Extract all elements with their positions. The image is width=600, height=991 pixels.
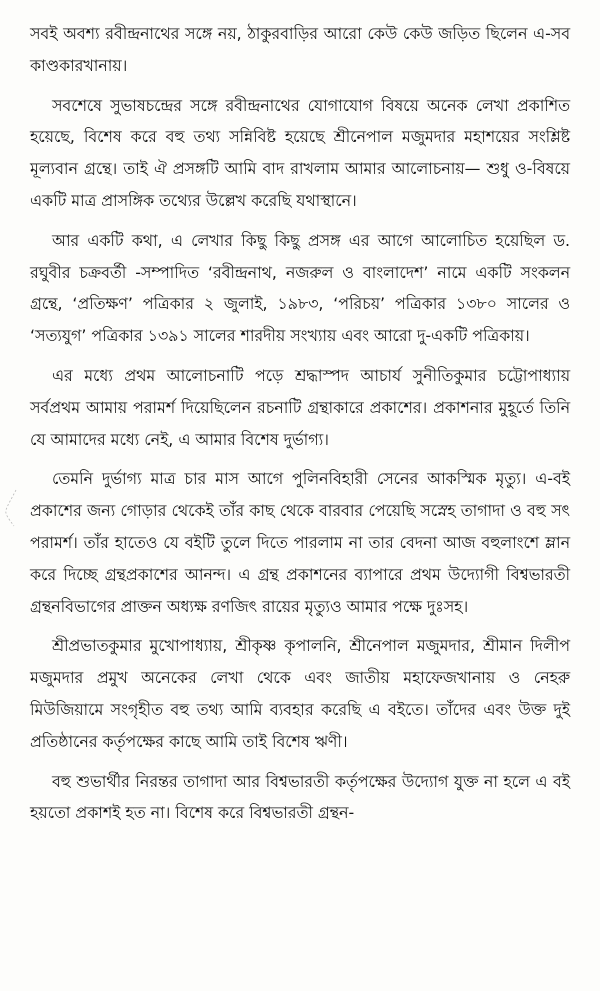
paragraph-7: বহু শুভার্থীর নিরন্তর তাগাদা আর বিশ্বভারতী কর্তৃপক্ষের উদ্যোগ যুক্ত না হলে এ বই হয়তো প্রকাশই হত না। বিশেষ করে বিশ্বভারতী গ্রন্থন- [30,771,570,823]
paragraph-5: তেমনি দুর্ভাগ্য মাত্র চার মাস আগে পুলিনবিহারী সেনের আকস্মিক মৃত্যু। এ-বই প্রকাশের জন্য গোড়ার থেকেই তাঁর কাছ থেকে বারবার পেয়েছি সস্নেহ তাগাদা ও বহু সৎ পরামর্শ। তাঁর হাতেও যে বইটি তুলে দিতে পারলাম না তার বেদনা আজ বহুলাংশে ম্লান করে দিচ্ছে গ্রন্থপ্রকাশের আনন্দ। এ গ্রন্থ প্রকাশনের ব্যাপারে প্রথম উদ্যোগী বিশ্বভারতী গ্রন্থনবিভাগের প্রাক্তন অধ্যক্ষ রণজিৎ রায়ের মৃত্যুও আমার পক্ষে দুঃসহ। [30,469,570,616]
paragraph-6: শ্রীপ্রভাতকুমার মুখোপাধ্যায়, শ্রীকৃষ্ণ কৃপালনি, শ্রীনেপাল মজুমদার, শ্রীমান দিলীপ মজুমদার প্রমুখ অনেকের লেখা থেকে এবং জাতীয় মহাফেজখানায় ও নেহরু মিউজিয়ামে সংগৃহীত বহু তথ্য আমি ব্যবহার করেছি এ বইতে। তাঁদের এবং উক্ত দুই প্রতিষ্ঠানের কর্তৃপক্ষের কাছে আমি তাই বিশেষ ঋণী। [30,636,570,751]
paragraph-3: আর একটি কথা, এ লেখার কিছু কিছু প্রসঙ্গ এর আগে আলোচিত হয়েছিল ড. রঘুবীর চক্রবর্তী -সম্পাদিত ‘রবীন্দ্রনাথ, নজরুল ও বাংলাদেশ’ নামে একটি সংকলন গ্রন্থে, ‘প্রতিক্ষণ’ পত্রিকার ২ জুলাই, ১৯৮৩, ‘পরিচয়’ পত্রিকার ১৩৮০ সালের ও ‘সত্যযুগ’ পত্রিকার ১৩৯১ সালের শারদীয় সংখ্যায় এবং আরো দু-একটি পত্রিকায়। [30,230,570,346]
paragraph-2: সবশেষে সুভাষচন্দ্রের সঙ্গে রবীন্দ্রনাথের যোগাযোগ বিষয়ে অনেক লেখা প্রকাশিত হয়েছে, বিশেষ করে বহু তথ্য সন্নিবিষ্ট হয়েছে শ্রীনেপাল মজুমদার মহাশয়ের সংশ্লিষ্ট মূল্যবান গ্রন্থে। তাই ঐ প্রসঙ্গটি আমি বাদ রাখলাম আমার আলোচনায়— শুধু ও-বিষয়ে একটি মাত্র প্রাসঙ্গিক তথ্যের উল্লেখ করেছি যথাস্থানে। [30,95,570,210]
scan-smudge-mark [2,488,22,528]
paragraph-4: এর মধ্যে প্রথম আলোচনাটি পড়ে শ্রদ্ধাস্পদ আচার্য সুনীতিকুমার চট্টোপাধ্যায় সর্বপ্রথম আমায় পরামর্শ দিয়েছিলেন রচনাটি গ্রন্থাকারে প্রকাশের। প্রকাশনার মুহূর্তে তিনি যে আমাদের মধ্যে নেই, এ আমার বিশেষ দুর্ভাগ্য। [30,365,570,449]
paragraph-1: সবই অবশ্য রবীন্দ্রনাথের সঙ্গে নয়, ঠাকুরবাড়ির আরো কেউ কেউ জড়িত ছিলেন এ-সব কাণ্ডকারখানায়। [30,24,570,75]
